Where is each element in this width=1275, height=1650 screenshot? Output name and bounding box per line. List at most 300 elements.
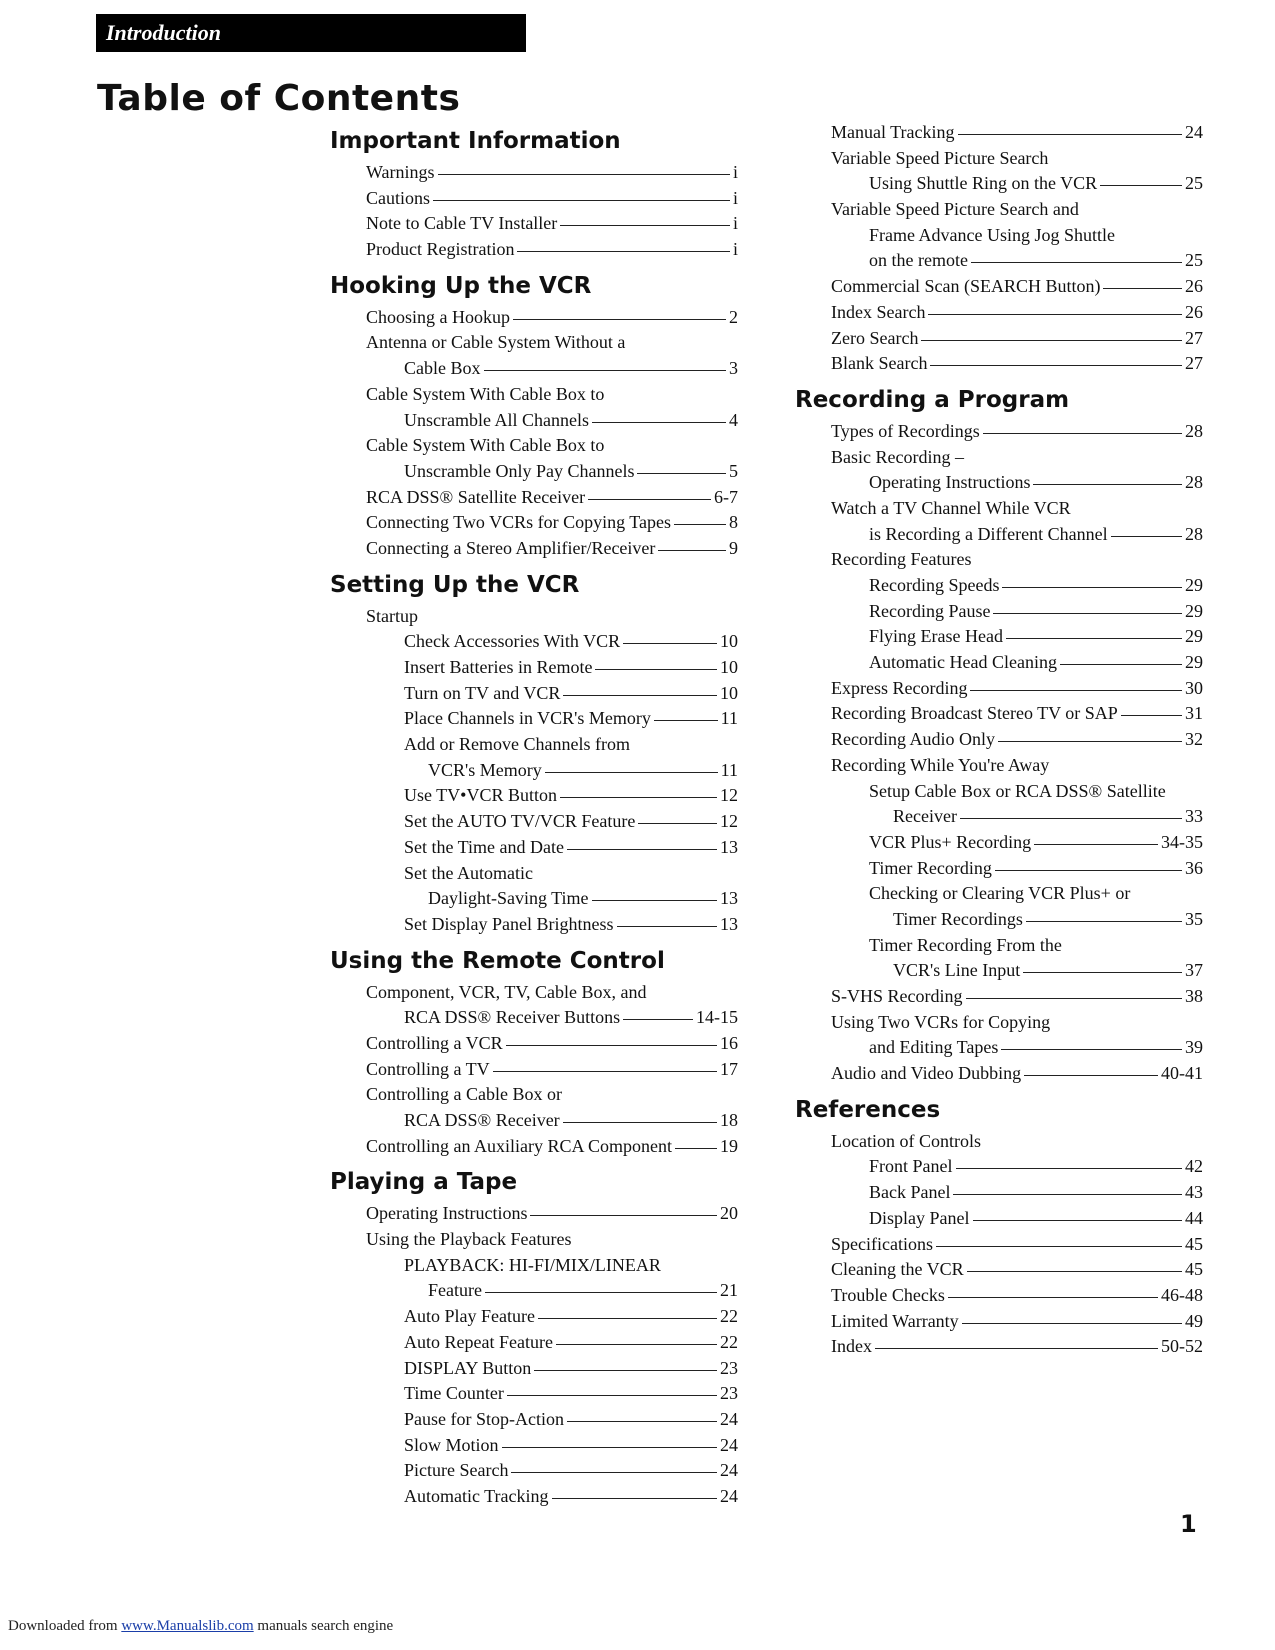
toc-entry [330,886,740,912]
toc-right-column [795,120,1205,1360]
toc-entry-title: Pause for Stop-Action [404,1408,564,1429]
dot-leader-line [1103,288,1182,289]
toc-entry [795,624,1205,650]
toc-entry [795,1061,1205,1087]
dot-leader-line [1111,536,1182,537]
toc-entry-title: Place Channels in VCR's Memory [404,708,651,729]
toc-entry [330,1201,740,1227]
toc-entry [795,573,1205,599]
toc-entry-list [330,980,740,1160]
toc-entry [330,433,740,459]
dot-leader-line [637,473,726,474]
toc-entry-page-number: i [732,239,738,260]
toc-entry-page-number: 21 [720,1280,738,1301]
section-heading-important-information: Important Information [330,128,621,154]
toc-entry-page-number: 24 [720,1408,738,1429]
toc-entry [330,1108,740,1134]
dot-leader-line [485,1292,717,1293]
toc-entry-page-number: 13 [720,913,738,934]
toc-entry-page-number: 19 [720,1135,738,1156]
toc-entry [330,382,740,408]
toc-entry-page-number: 22 [720,1331,738,1352]
download-footer [8,1618,393,1635]
toc-entry [330,1304,740,1330]
toc-entry-title: Recording Broadcast Stereo TV or SAP [831,703,1118,724]
toc-entry-page-number: 2 [729,306,738,327]
toc-entry-title: Flying Erase Head [869,626,1003,647]
toc-entry-page-number: 12 [720,811,738,832]
toc-entry-page-number: i [732,162,738,182]
toc-entry [330,237,740,263]
toc-entry-title: Controlling a VCR [366,1032,503,1053]
toc-entry-title: Antenna or Cable System Without a [366,332,626,353]
toc-entry [795,1010,1205,1036]
toc-entry-title: Timer Recording [869,857,992,878]
toc-entry [795,496,1205,522]
toc-entry-title: S-VHS Recording [831,986,963,1006]
toc-entry-title: Variable Speed Picture Search [831,147,1049,168]
toc-entry-page-number: 40-41 [1161,1063,1203,1084]
toc-entry [330,732,740,758]
toc-entry-title: Connecting Two VCRs for Copying Tapes [366,512,671,533]
toc-entry-title: Daylight-Saving Time [428,888,589,909]
toc-entry-page-number: i [732,213,738,234]
toc-entry-title: Frame Advance Using Jog Shuttle [869,224,1115,245]
toc-entry [795,171,1205,197]
toc-entry [330,1134,740,1160]
toc-entry-page-number: 26 [1185,276,1203,297]
dot-leader-line [948,1297,1158,1298]
toc-entry [330,160,740,186]
toc-entry [795,274,1205,300]
dot-leader-line [1023,972,1182,973]
toc-entry-page-number: 11 [720,759,738,780]
dot-leader-line [623,1019,693,1020]
toc-entry [330,861,740,887]
toc-entry-page-number: 50-52 [1161,1336,1203,1357]
toc-entry-title: Front Panel [869,1156,953,1177]
toc-entry-page-number: 49 [1185,1310,1203,1331]
toc-entry-page-number: 20 [720,1203,738,1224]
toc-entry [330,835,740,861]
toc-entry-page-number: 18 [720,1110,738,1130]
toc-entry [330,758,740,784]
dot-leader-line [962,1323,1182,1324]
toc-entry-title: Controlling an Auxiliary RCA Component [366,1135,672,1156]
toc-entry-title: Audio and Video Dubbing [831,1063,1022,1084]
toc-entry-title: Component, VCR, TV, Cable Box, and [366,981,647,1002]
toc-left-column [330,122,740,1510]
dot-leader-line [511,1472,717,1473]
toc-entry-page-number: 24 [720,1485,738,1506]
toc-entry-title: Note to Cable TV Installer [366,213,558,234]
toc-entry-title: Time Counter [404,1383,504,1404]
dot-leader-line [1060,664,1182,665]
toc-entry-title: Specifications [831,1233,933,1254]
toc-entry [795,445,1205,471]
toc-entry-title: Controlling a Cable Box or [366,1084,562,1105]
toc-entry-page-number: 23 [720,1383,738,1404]
toc-entry-page-number: 29 [1185,626,1203,647]
toc-entry-title: Blank Search [831,353,928,374]
toc-entry [330,459,740,485]
toc-entry-title: on the remote [869,250,968,271]
toc-entry-title: Trouble Checks [831,1284,945,1305]
toc-entry-list [330,305,740,562]
dot-leader-line [1121,715,1182,716]
toc-entry-title: Picture Search [404,1460,509,1481]
toc-entry-title: RCA DSS® Satellite Receiver [366,486,586,507]
toc-entry-page-number: 5 [729,460,738,481]
toc-entry-page-number: 28 [1185,472,1203,493]
toc-entry-page-number: 10 [720,682,738,703]
toc-entry-title: Manual Tracking [831,122,955,142]
toc-entry-title: Use TV•VCR Button [404,785,557,806]
toc-entry-page-number: 12 [720,785,738,806]
dot-leader-line [973,1220,1183,1221]
toc-entry [795,1206,1205,1232]
toc-entry-page-number: 35 [1185,908,1203,929]
toc-entry [330,629,740,655]
toc-entry-title: Index [831,1336,872,1357]
dot-leader-line [960,818,1182,819]
dot-leader-line [563,1122,717,1123]
toc-entry [330,186,740,212]
toc-entry-page-number: 45 [1185,1233,1203,1254]
toc-entry [795,1283,1205,1309]
toc-entry [330,980,740,1006]
toc-entry-page-number: 46-48 [1161,1284,1203,1305]
toc-entry-title: Express Recording [831,677,968,698]
dot-leader-line [1001,1049,1182,1050]
toc-entry-title: Cautions [366,187,431,208]
toc-entry [795,830,1205,856]
toc-entry-page-number: 32 [1185,729,1203,750]
toc-entry [330,356,740,382]
toc-entry [795,881,1205,907]
toc-entry-page-number: 42 [1185,1156,1203,1177]
toc-entry-page-number: 13 [720,888,738,909]
toc-entry [330,1278,740,1304]
section-heading-setting-up-the-vcr: Setting Up the VCR [330,571,580,598]
dot-leader-line [560,225,730,226]
toc-entry [795,248,1205,274]
toc-entry [795,351,1205,377]
dot-leader-line [970,690,1182,691]
toc-entry [330,1433,740,1459]
dot-leader-line [953,1194,1182,1195]
toc-entry-page-number: 24 [1185,122,1203,142]
toc-entry-title: Variable Speed Picture Search and [831,199,1079,220]
dot-leader-line [502,1447,717,1448]
toc-entry-title: Using the Playback Features [366,1229,572,1250]
toc-entry-title: RCA DSS® Receiver [404,1110,560,1130]
dot-leader-line [595,669,717,670]
dot-leader-line [1024,1075,1158,1076]
toc-entry-title: Automatic Tracking [404,1485,549,1506]
toc-entry [795,907,1205,933]
toc-entry-page-number: 28 [1185,420,1203,441]
toc-entry-page-number: 24 [720,1460,738,1481]
toc-entry [795,958,1205,984]
section-heading-playing-a-tape: Playing a Tape [330,1169,518,1196]
dot-leader-line [538,1318,717,1319]
toc-entry [330,783,740,809]
dot-leader-line [517,251,730,252]
toc-entry [330,1381,740,1407]
toc-entry-page-number: 11 [720,708,738,729]
toc-entry-title: Controlling a TV [366,1058,490,1079]
toc-entry [330,536,740,562]
toc-entry-title: and Editing Tapes [869,1037,999,1058]
toc-entry-page-number: 39 [1185,1037,1203,1058]
toc-entry-page-number: i [732,187,738,208]
toc-entry-title: Product Registration [366,239,515,260]
toc-entry-title: Unscramble All Channels [404,409,589,430]
toc-entry [330,1227,740,1253]
toc-entry-title: Basic Recording – [831,446,964,467]
toc-entry-title: is Recording a Different Channel [869,523,1108,544]
dot-leader-line [556,1344,717,1345]
toc-entry [795,1309,1205,1335]
toc-entry-title: Check Accessories With VCR [404,631,621,652]
toc-entry-page-number: 17 [720,1058,738,1079]
dot-leader-line [966,998,1183,999]
toc-entry [795,470,1205,496]
toc-entry-title: Display Panel [869,1207,970,1228]
dot-leader-line [1006,638,1182,639]
toc-entry-page-number: 14-15 [696,1007,738,1028]
toc-entry [330,655,740,681]
toc-entry-page-number: 27 [1185,353,1203,374]
toc-entry-page-number: 30 [1185,677,1203,698]
toc-entry-page-number: 34-35 [1161,831,1203,852]
dot-leader-line [928,314,1182,315]
page-title: Table of Contents [97,78,461,119]
toc-entry [330,485,740,511]
toc-entry-title: Insert Batteries in Remote [404,657,593,677]
toc-entry [795,1334,1205,1360]
toc-entry-page-number: 29 [1185,575,1203,595]
toc-entry-list [330,160,740,263]
dot-leader-line [658,550,726,551]
toc-entry-page-number: 27 [1185,327,1203,348]
toc-entry-page-number: 28 [1185,523,1203,544]
toc-entry-page-number: 4 [729,409,738,430]
toc-entry-title: Receiver [893,806,957,827]
toc-entry [795,1129,1205,1155]
toc-entry [330,1407,740,1433]
toc-entry [795,547,1205,573]
toc-entry-title: Automatic Head Cleaning [869,652,1057,673]
toc-entry-page-number: 24 [720,1434,738,1455]
toc-entry [795,1257,1205,1283]
toc-entry-page-number: 26 [1185,301,1203,322]
toc-entry [330,1005,740,1031]
toc-entry-page-number: 10 [720,631,738,652]
toc-entry [795,326,1205,352]
toc-entry-page-number: 29 [1185,600,1203,621]
dot-leader-line [592,900,717,901]
toc-entry-title: Recording Features [831,549,972,570]
toc-entry-page-number: 6-7 [714,486,738,507]
section-heading-recording-a-program: Recording a Program [795,386,1070,413]
toc-entry-page-number: 44 [1185,1207,1203,1228]
dot-leader-line [930,365,1182,366]
footer-suffix: manuals search engine [257,1618,394,1634]
toc-entry [795,522,1205,548]
dot-leader-line [956,1168,1183,1169]
toc-entry-title: Operating Instructions [869,472,1031,493]
toc-entry [795,120,1205,146]
dot-leader-line [567,1421,717,1422]
toc-entry-title: VCR's Line Input [893,960,1021,981]
toc-entry [330,1458,740,1484]
toc-entry-page-number: 31 [1185,703,1203,724]
toc-entry [795,599,1205,625]
toc-entry-page-number: 25 [1185,250,1203,271]
toc-entry-title: Cable Box [404,358,481,379]
toc-entry-title: Cable System With Cable Box to [366,383,605,404]
dot-leader-line [967,1271,1182,1272]
toc-entry-title: Index Search [831,301,926,322]
toc-entry [330,1330,740,1356]
toc-entry-title: DISPLAY Button [404,1357,532,1378]
toc-entry-title: Choosing a Hookup [366,306,510,327]
dot-leader-line [513,319,726,320]
toc-entry [330,1253,740,1279]
toc-entry [330,1057,740,1083]
toc-entry-page-number: 36 [1185,857,1203,878]
toc-entry [795,419,1205,445]
toc-entry [795,779,1205,805]
toc-entry-title: VCR Plus+ Recording [869,831,1032,852]
toc-entry-title: Using Two VCRs for Copying [831,1011,1051,1032]
toc-entry-page-number: 10 [720,657,738,677]
dot-leader-line [674,524,726,525]
toc-entry-page-number: 45 [1185,1259,1203,1280]
toc-entry-page-number: 9 [729,537,738,558]
dot-leader-line [563,695,717,696]
toc-entry [330,1484,740,1510]
dot-leader-line [638,823,717,824]
toc-entry-title: Zero Search [831,327,919,348]
section-header-bar [96,14,526,52]
toc-entry-title: VCR's Memory [428,759,542,780]
toc-entry [795,1035,1205,1061]
toc-entry-title: Set the Automatic [404,862,533,883]
toc-entry [330,510,740,536]
dot-leader-line [995,870,1182,871]
toc-entry [795,650,1205,676]
toc-entry [330,706,740,732]
toc-entry-list [795,419,1205,1087]
toc-entry [795,701,1205,727]
toc-entry-title: Setup Cable Box or RCA DSS® Satellite [869,780,1166,801]
toc-entry [795,1154,1205,1180]
dot-leader-line [1002,587,1182,588]
dot-leader-line [623,643,717,644]
toc-entry-title: Turn on TV and VCR [404,682,561,703]
toc-entry-title: Recording Speeds [869,575,1000,595]
toc-entry-title: Set Display Panel Brightness [404,913,614,934]
toc-entry-page-number: 33 [1185,806,1203,827]
toc-entry-title: Connecting a Stereo Amplifier/Receiver [366,537,656,558]
toc-entry-title: Add or Remove Channels from [404,734,630,755]
toc-entry-title: Timer Recordings [893,908,1023,929]
toc-entry-title: Cleaning the VCR [831,1259,964,1280]
toc-entry-list [795,1129,1205,1360]
section-heading-references: References [795,1096,941,1123]
toc-entry-title: Recording While You're Away [831,754,1050,775]
dot-leader-line [567,849,717,850]
toc-entry-list [330,1201,740,1509]
toc-entry [330,1356,740,1382]
toc-entry-title: Slow Motion [404,1434,499,1455]
toc-entry-page-number: 23 [720,1357,738,1378]
dot-leader-line [493,1071,717,1072]
dot-leader-line [1100,185,1182,186]
toc-entry-title: Watch a TV Channel While VCR [831,497,1071,518]
dot-leader-line [958,134,1183,135]
toc-entry [330,330,740,356]
toc-entry-title: RCA DSS® Receiver Buttons [404,1007,621,1028]
toc-entry [795,1180,1205,1206]
toc-entry [795,804,1205,830]
dot-leader-line [545,772,718,773]
toc-entry-page-number: 37 [1185,960,1203,981]
toc-entry-title: Limited Warranty [831,1310,959,1331]
toc-entry [795,300,1205,326]
toc-entry-title: Location of Controls [831,1130,981,1151]
toc-entry-page-number: 13 [720,836,738,857]
toc-entry-title: Set the Time and Date [404,836,564,857]
dot-leader-line [506,1045,717,1046]
toc-entry [330,604,740,630]
dot-leader-line [1033,484,1182,485]
dot-leader-line [433,200,730,201]
dot-leader-line [875,1348,1158,1349]
dot-leader-line [560,797,717,798]
toc-entry [795,984,1205,1010]
dot-leader-line [484,370,727,371]
footer-prefix: Downloaded from [8,1618,118,1634]
section-heading-using-the-remote-control: Using the Remote Control [330,947,665,974]
toc-entry-title: Operating Instructions [366,1203,528,1224]
toc-entry [330,912,740,938]
toc-entry-title: Back Panel [869,1182,951,1203]
toc-entry-page-number: 38 [1185,986,1203,1006]
toc-entry [795,1232,1205,1258]
dot-leader-line [983,433,1182,434]
dot-leader-line [1026,921,1182,922]
toc-entry-title: Auto Play Feature [404,1306,535,1327]
toc-entry [795,676,1205,702]
toc-entry [795,197,1205,223]
manualslib-link[interactable]: www.Manualslib.com [121,1618,254,1634]
toc-entry [330,809,740,835]
toc-entry-page-number: 3 [729,358,738,379]
dot-leader-line [438,174,730,175]
dot-leader-line [588,499,711,500]
dot-leader-line [592,422,726,423]
toc-entry-page-number: 16 [720,1032,738,1053]
toc-entry-list [795,120,1205,377]
toc-entry-title: Warnings [366,162,435,182]
toc-entry-title: Recording Audio Only [831,729,995,750]
dot-leader-line [617,926,718,927]
toc-entry-title: PLAYBACK: HI-FI/MIX/LINEAR [404,1254,661,1275]
